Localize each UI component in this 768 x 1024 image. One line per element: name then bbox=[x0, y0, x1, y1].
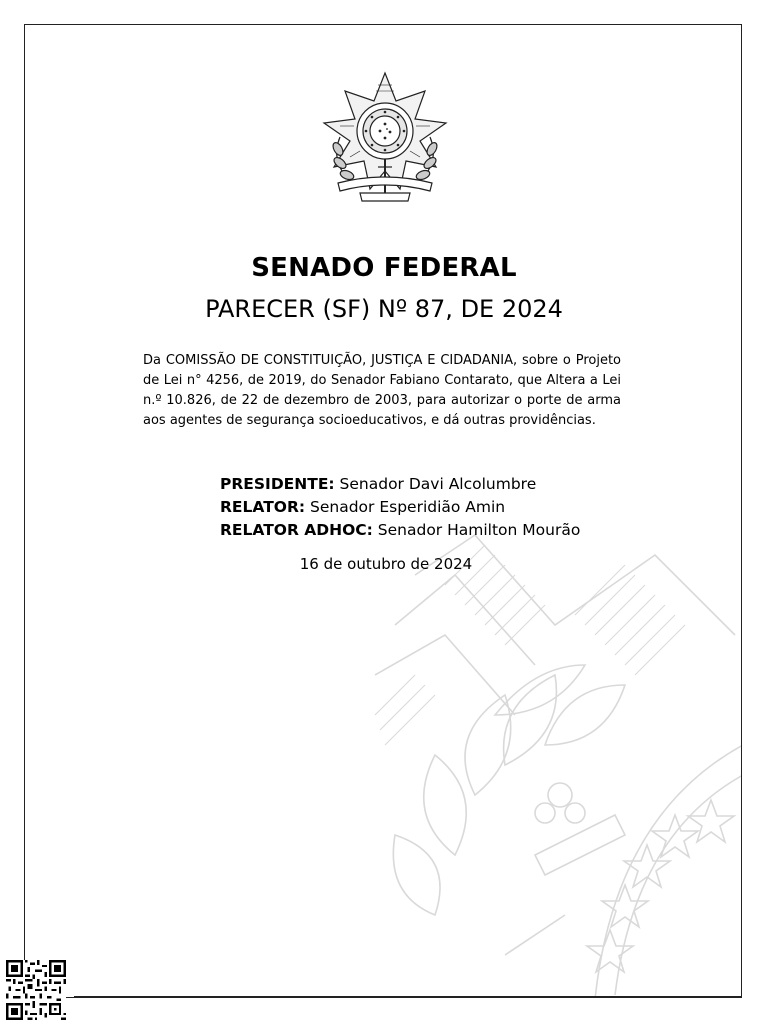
qr-code-icon bbox=[6, 960, 66, 1020]
document-page bbox=[24, 24, 742, 998]
coat-of-arms-watermark-icon bbox=[355, 515, 742, 998]
officer-rapporteur-adhoc bbox=[220, 519, 580, 542]
officer-role: PRESIDENTE: bbox=[220, 475, 335, 493]
brazil-coat-of-arms-icon bbox=[320, 71, 450, 203]
document-subtitle: PARECER (SF) Nº 87, DE 2024 bbox=[205, 295, 563, 323]
officer-role: RELATOR ADHOC: bbox=[220, 521, 373, 539]
document-date: 16 de outubro de 2024 bbox=[299, 555, 473, 573]
officer-president bbox=[220, 473, 580, 496]
page-title: SENADO FEDERAL bbox=[251, 253, 517, 283]
officer-role: RELATOR: bbox=[220, 498, 306, 516]
document-summary: Da COMISSÃO DE CONSTITUIÇÃO, JUSTIÇA E CIDADANIA, sobre o Projeto de Lei n° 4256, de 2019, do Senador Fabiano Contarato, que Altera a Lei n.º 10.826, de 22 de dezembro de 2003, para autorizar o porte de arma aos agentes de segurança socioeducativos, e dá outras providências. bbox=[143, 353, 621, 428]
officer-name: Senador Esperidião Amin bbox=[305, 498, 506, 516]
officer-rapporteur bbox=[220, 496, 580, 519]
footer-divider bbox=[74, 996, 742, 997]
officers-list bbox=[220, 473, 580, 542]
officer-name: Senador Hamilton Mourão bbox=[372, 521, 581, 539]
officer-name: Senador Davi Alcolumbre bbox=[334, 475, 537, 493]
